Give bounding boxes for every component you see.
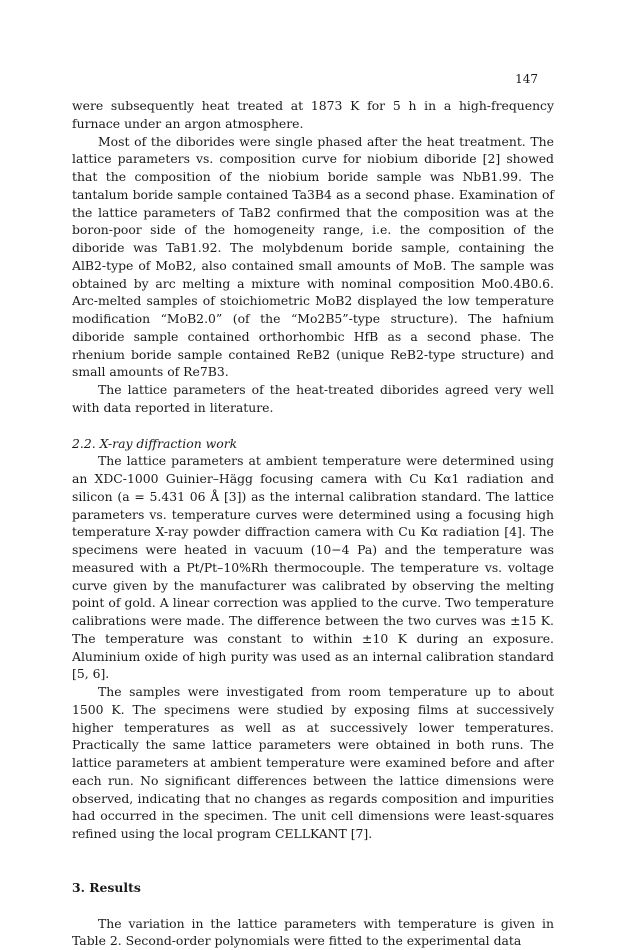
paragraph-xray-samples: The samples were investigated from room temperature up to about 1500 K. The specimens were studied by exposing films at successively higher temperatures as well as at successively lower temperatures. Practically the same lattice parameters were obtained in both runs. The lattice parameters at ambient temperature were examined before and after each run. No significant differences between the lattice dimensions were observed, indicating that no changes as regards composition and impurities had occurred in the specimen. The unit cell dimensions were least-squares refined using the local program CELLKANT [7].	[72, 683, 554, 843]
paragraph-continued: were subsequently heat treated at 1873 K for 5 h in a high-frequency furnace under an argon atmosphere.	[72, 97, 554, 133]
section-heading-results: 3. Results	[72, 879, 554, 897]
spacer	[72, 843, 554, 879]
section-heading-xray: 2.2. X-ray diffraction work	[72, 435, 554, 453]
paragraph-diborides: Most of the diborides were single phased after the heat treatment. The lattice parameters vs. composition curve for niobium diboride [2] showed that the composition of the niobium boride sample was NbB1.99. The tantalum boride sample contained Ta3B4 as a second phase. Examination of the lattice parameters of TaB2 confirmed that the composition was at the boron-poor side of the homogeneity range, i.e. the composition of the diboride was TaB1.92. The molybdenum boride sample, containing the AlB2-type of MoB2, also contained small amounts of MoB. The sample was obtained by arc melting a mixture with nominal composition Mo0.4B0.6. Arc-melted samples of stoichiometric MoB2 displayed the low temperature modification “MoB2.0” (of the “Mo2B5”-type structure). The hafnium diboride sample contained orthorhombic HfB as a second phase. The rhenium boride sample contained ReB2 (unique ReB2-type structure) and small amounts of Re7B3.	[72, 133, 554, 382]
paragraph-xray-method: The lattice parameters at ambient temperature were determined using an XDC-1000 Guinier–Hägg focusing camera with Cu Kα1 radiation and silicon (a = 5.431 06 Å [3]) as the internal calibration standard. The lattice parameters vs. temperature curves were determined using a focusing high temperature X-ray powder diffraction camera with Cu Kα radiation [4]. The specimens were heated in vacuum (10−4 Pa) and the temperature was measured with a Pt/Pt–10%Rh thermocouple. The temperature vs. voltage curve given by the manufacturer was calibrated by observing the melting point of gold. A linear correction was applied to the curve. Two temperature calibrations were made. The difference between the two curves was ±15 K. The temperature was constant to within ±10 K during an exposure. Aluminium oxide of high purity was used as an internal calibration standard [5, 6].	[72, 452, 554, 683]
paragraph-results: The variation in the lattice parameters with temperature is given in Table 2. Second-order polynomials were fitted to the experimental data	[72, 915, 554, 950]
spacer	[72, 417, 554, 435]
page-number: 147	[515, 71, 538, 89]
paragraph-literature-agreement: The lattice parameters of the heat-treated diborides agreed very well with data reported in literature.	[72, 381, 554, 417]
body-column	[72, 97, 554, 950]
